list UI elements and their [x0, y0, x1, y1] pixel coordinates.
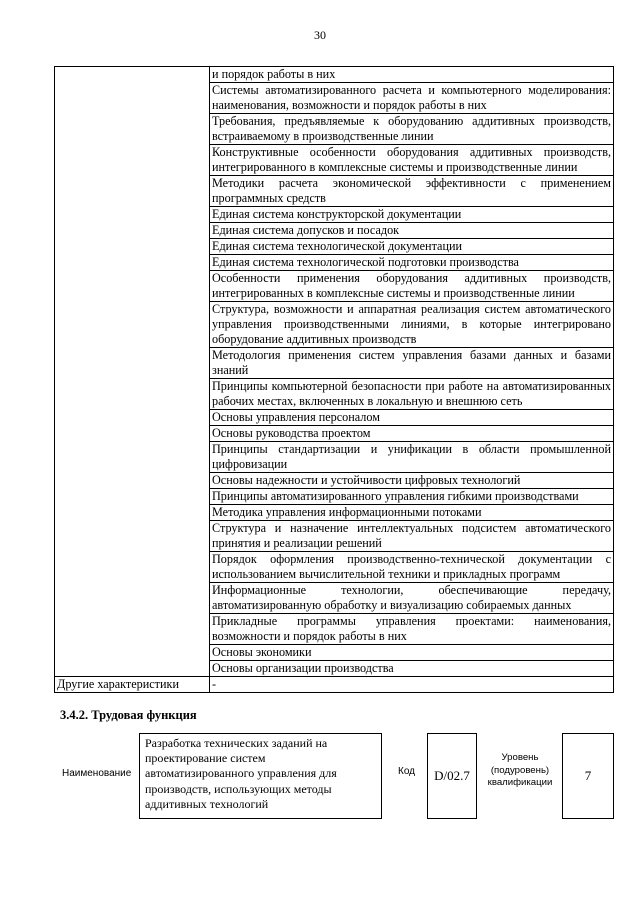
knowledge-item: Основы организации производства: [210, 661, 614, 677]
knowledge-item: и порядок работы в них: [210, 67, 614, 83]
qualification-level-label: Уровень (подуровень) квалификации: [487, 752, 553, 788]
name-label: Наименование: [62, 768, 132, 779]
knowledge-item: Единая система технологической документации: [210, 239, 614, 255]
knowledge-item: Единая система технологической подготовки производства: [210, 255, 614, 271]
knowledge-item: Структура и назначение интеллектуальных подсистем автоматического принятия и реализации решений: [210, 521, 614, 552]
code-label: Код: [398, 766, 416, 777]
knowledge-item: Принципы компьютерной безопасности при работе на автоматизированных рабочих местах, включенных в локальную и внешнюю сеть: [210, 379, 614, 410]
other-characteristics-row: [55, 677, 614, 693]
knowledge-item: Основы надежности и устойчивости цифровых технологий: [210, 473, 614, 489]
knowledge-item: Системы автоматизированного расчета и компьютерного моделирования: наименования, возможности и порядок работы в них: [210, 83, 614, 114]
knowledge-item: Единая система допусков и посадок: [210, 223, 614, 239]
knowledge-item: Основы управления персоналом: [210, 410, 614, 426]
knowledge-item: Конструктивные особенности оборудования аддитивных производств, интегрированного в комплексные системы и производственные линии: [210, 145, 614, 176]
knowledge-item: Информационные технологии, обеспечивающие передачу, автоматизированную обработку и визуализацию собираемых данных: [210, 583, 614, 614]
knowledge-item: Единая система конструкторской документации: [210, 207, 614, 223]
knowledge-item: Принципы автоматизированного управления гибкими производствами: [210, 489, 614, 505]
knowledge-item: Методики расчета экономической эффективности с применением программных средств: [210, 176, 614, 207]
knowledge-item: Основы экономики: [210, 645, 614, 661]
name-value-box: Разработка технических заданий на проектирование систем автоматизированного управления для производств, использующих методы аддитивных технологий: [139, 733, 382, 819]
knowledge-item: Методология применения систем управления базами данных и базами знаний: [210, 348, 614, 379]
knowledge-item: Порядок оформления производственно-технической документации с использованием вычислительной техники и прикладных программ: [210, 552, 614, 583]
page-number: 30: [314, 28, 326, 42]
knowledge-item: Принципы стандартизации и унификации в области промышленной цифровизации: [210, 442, 614, 473]
table-row: [55, 67, 614, 83]
knowledge-item: Особенности применения оборудования аддитивных производств, интегрированных в комплексные системы и производственные линии: [210, 271, 614, 302]
other-characteristics-label: Другие характеристики: [55, 677, 210, 693]
knowledge-item: Требования, предъявляемые к оборудованию аддитивных производств, встраиваемому в производственные линии: [210, 114, 614, 145]
knowledge-table: [54, 66, 614, 693]
knowledge-item: Структура, возможности и аппаратная реализация систем автоматического управления производственными линиями, в которые интегрировано оборудование аддитивных производств: [210, 302, 614, 348]
knowledge-item: Основы руководства проектом: [210, 426, 614, 442]
code-value-box: D/02.7: [427, 733, 477, 819]
qualification-level-value-box: 7: [562, 733, 614, 819]
knowledge-item: Прикладные программы управления проектами: наименования, возможности и порядок работы в них: [210, 614, 614, 645]
knowledge-item: Методика управления информационными потоками: [210, 505, 614, 521]
section-title: 3.4.2. Трудовая функция: [60, 708, 197, 722]
other-characteristics-value: -: [210, 677, 614, 693]
knowledge-label-cell: [55, 67, 210, 677]
